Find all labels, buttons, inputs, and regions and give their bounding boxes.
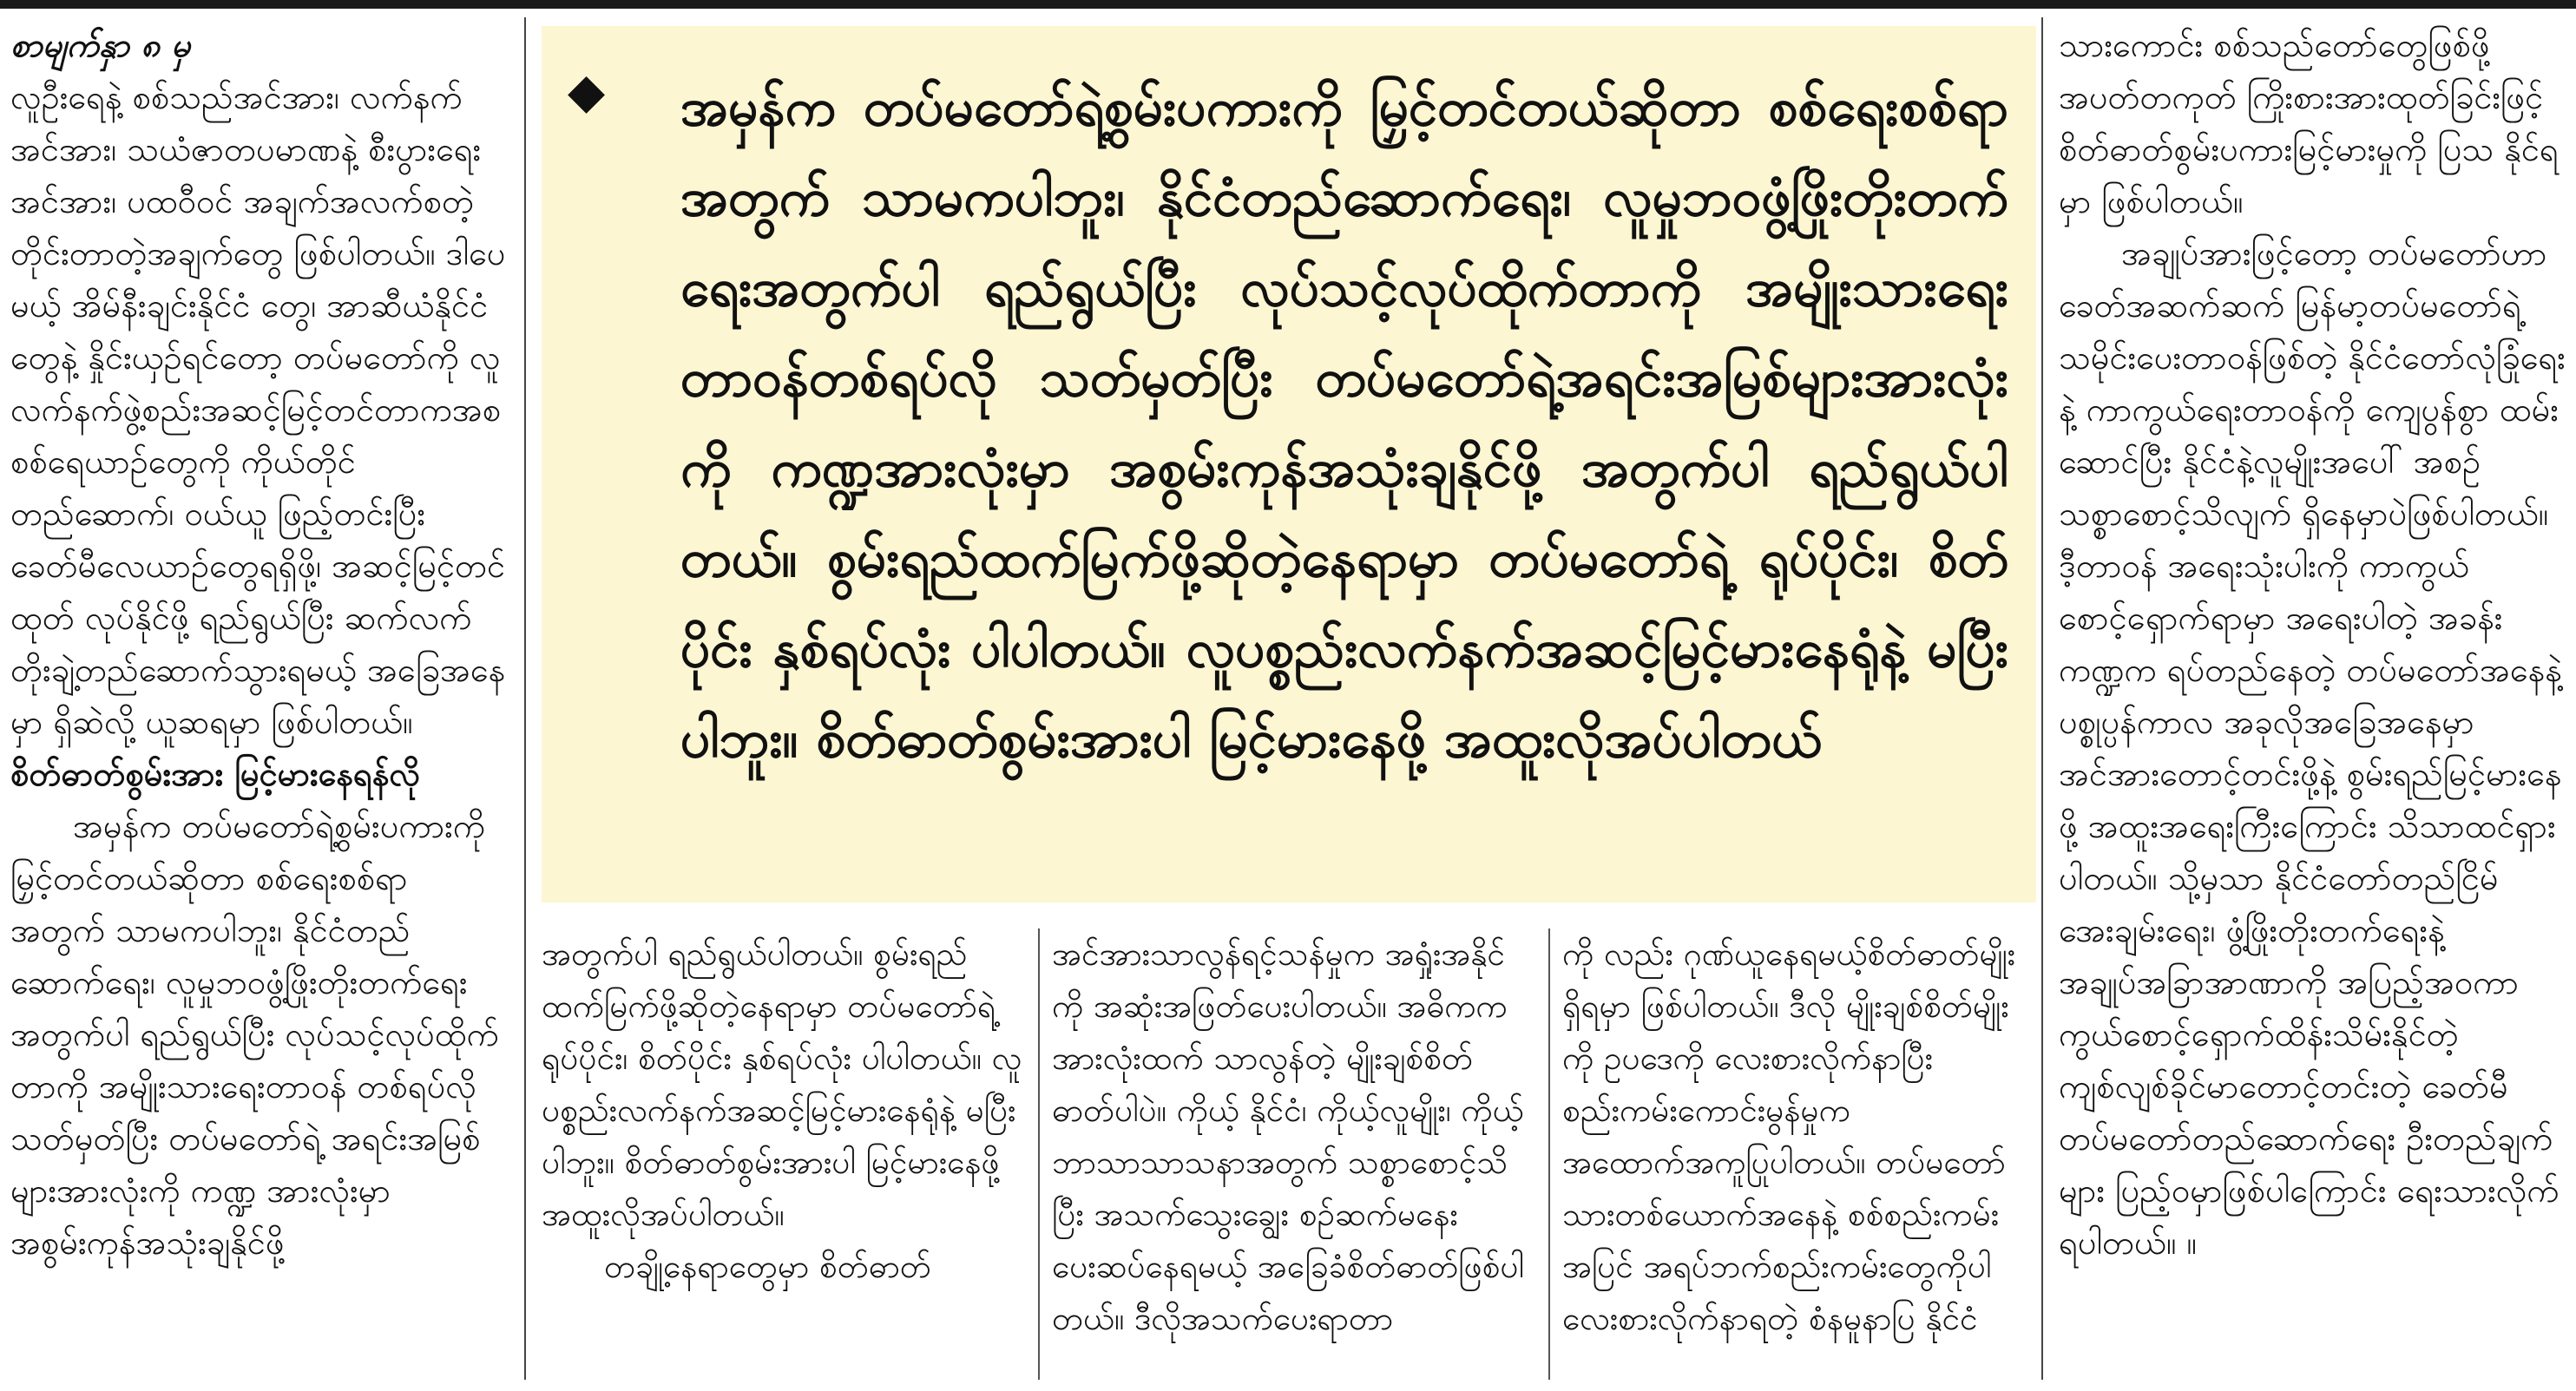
middle-col2-paragraph: အင်အားသာလွန်ရင့်သန်မှုက အရှုံးအနိုင်ကို အဆုံးအဖြတ်ပေးပါတယ်။ အဓိကက အားလုံးထက် သာလွန်တဲ့ မျိုးချစ်စိတ်ဓာတ်ပါပဲ။ ကိုယ့် နိုင်ငံ၊ ကိုယ့်လူမျိုး၊ ကိုယ့်ဘာသာသာသနာအတွက် သစ္စာစောင့်သိပြီး အသက်သွေးချွေး စဉ်ဆက်မနေးပေးဆပ်နေရမယ့် အခြေခံစိတ်ဓာတ်ဖြစ်ပါတယ်။ ဒီလိုအသက်ပေးရာတာ [1052, 935, 1524, 1337]
continued-from-label: စာမျက်နှာ ၈ မှ [10, 26, 191, 64]
column-divider-left [524, 17, 526, 1380]
column-divider [1548, 928, 1550, 1380]
middle-col1-paragraph-1: အတွက်ပါ ရည်ရွယ်ပါတယ်။ စွမ်းရည်ထက်မြက်ဖို့ဆိုတဲ့နေရာမှာ တပ်မတော်ရဲ့ရုပ်ပိုင်း၊ စိတ်ပိုင်း နှစ်ရပ်လုံး ပါပါတယ်။ လူ ပစ္စည်းလက်နက်အဆင့်မြင့်မားနေရုံနဲ့ မပြီးပါဘူး။ စိတ်ဓာတ်စွမ်းအားပါ မြင့်မားနေဖို့ အထူးလိုအပ်ပါတယ်။ [542, 935, 1022, 1233]
column-divider-right [2041, 17, 2043, 1380]
right-column [2059, 19, 2567, 1381]
left-paragraph-2: အမှန်က တပ်မတော်ရဲ့စွမ်းပကားကို မြှင့်တင်တယ်ဆိုတာ စစ်ရေးစစ်ရာ အတွက် သာမကပါဘူး၊ နိုင်ငံတည် ဆောက်ရေး၊ လူမှုဘဝဖွံ့ဖြိုးတိုးတက်ရေးအတွက်ပါ ရည်ရွယ်ပြီး လုပ်သင့်လုပ်ထိုက်တာကို အမျိုးသားရေးတာဝန် တစ်ရပ်လို သတ်မှတ်ပြီး တပ်မတော်ရဲ့ အရင်းအမြစ်များအားလုံးကို ကဏ္ဍ အားလုံးမှာ အစွမ်းကုန်အသုံးချနိုင်ဖို့ [10, 807, 499, 1262]
middle-col1-paragraph-2: တချို့နေရာတွေမှာ စိတ်ဓာတ် [604, 1248, 931, 1285]
left-paragraph-1: လူဦးရေနဲ့ စစ်သည်အင်အား၊ လက်နက်အင်အား၊ သယံဇာတပမာဏနဲ့ စီးပွားရေးအင်အား၊ ပထဝီဝင် အချက်အလက်စတဲ့ တိုင်းတာတဲ့အချက်တွေ ဖြစ်ပါတယ်။ ဒါပေမယ့် အိမ်နီးချင်းနိုင်ငံ တွေ၊ အာဆီယံနိုင်ငံတွေနဲ့ နှိုင်းယှဉ်ရင်တော့ တပ်မတော်ကို လူလက်နက်ဖွဲ့စည်းအဆင့်မြင့်တင်တာကအစ စစ်ရေယာဉ်တွေကို ကိုယ်တိုင်တည်ဆောက်၊ ဝယ်ယူ ဖြည့်တင်းပြီး ခေတ်မီလေယာဉ်တွေရရှိဖို့၊ အဆင့်မြင့်တင်ထုတ် လုပ်နိုင်ဖို့ ရည်ရွယ်ပြီး ဆက်လက်တိုးချဲ့တည်ဆောက်သွားရမယ့် အခြေအနေမှာ ရှိဆဲလို့ ယူဆရမှာ ဖြစ်ပါတယ်။ [10, 78, 506, 741]
pull-quote-box [542, 26, 2036, 902]
middle-column-2 [1052, 928, 1534, 1380]
column-divider [1038, 928, 1040, 1380]
right-paragraph-1: သားကောင်း စစ်သည်တော်တွေဖြစ်ဖို့ အပတ်တကုတ် ကြိုးစားအားထုတ်ခြင်းဖြင့် စိတ်ဓာတ်စွမ်းပကားမြင့်မားမှုကို ပြသ နိုင်ရမှာ ဖြစ်ပါတယ်။ [2059, 26, 2559, 220]
subheading: စိတ်ဓာတ်စွမ်းအား မြင့်မားနေရန်လို [10, 755, 421, 793]
middle-col3-paragraph: ကို လည်း ဂုဏ်ယူနေရမယ့်စိတ်ဓာတ်မျိုး ရှိရမှာ ဖြစ်ပါတယ်။ ဒီလို မျိုးချစ်စိတ်မျိုးကို ဥပဒေကို လေးစားလိုက်နာပြီး စည်းကမ်းကောင်းမွန်မှုက အထောက်အကူပြုပါတယ်။ တပ်မတော်သားတစ်ယောက်အနေနဲ့ စစ်စည်းကမ်းအပြင် အရပ်ဘက်စည်းကမ်းတွေကိုပါ လေးစားလိုက်နာရတဲ့ စံနမူနာပြ နိုင်ငံ [1562, 935, 2016, 1337]
diamond-bullet-icon: ◆ [568, 63, 606, 120]
left-column [10, 19, 510, 1381]
right-paragraph-2: အချုပ်အားဖြင့်တော့ တပ်မတော်ဟာ ခေတ်အဆက်ဆက် မြန်မာ့တပ်မတော်ရဲ့ သမိုင်းပေးတာဝန်ဖြစ်တဲ့ နိုင်ငံတော်လုံခြုံရေးနဲ့ ကာကွယ်ရေးတာဝန်ကို ကျေပွန်စွာ ထမ်းဆောင်ပြီး နိုင်ငံနဲ့လူမျိုးအပေါ် အစဉ်သစ္စာစောင့်သိလျက် ရှိနေမှာပဲဖြစ်ပါတယ်။ ဒီ့တာဝန် အရေးသုံးပါးကို ကာကွယ်စောင့်ရှောက်ရာမှာ အရေးပါတဲ့ အခန်းကဏ္ဍက ရပ်တည်နေတဲ့ တပ်မတော်အနေနဲ့ ပစ္စုပ္ပန်ကာလ အခုလိုအခြေအနေမှာ အင်အားတောင့်တင်းဖို့နဲ့ စွမ်းရည်မြင့်မားနေဖို့ အထူးအရေးကြီးကြောင်း သိသာထင်ရှားပါတယ်။ သို့မှသာ နိုင်ငံတော်တည်ငြိမ်အေးချမ်းရေး၊ ဖွံ့ဖြိုးတိုးတက်ရေးနဲ့ အချုပ်အခြာအာဏာကို အပြည့်အဝကာကွယ်စောင့်ရှောက်ထိန်းသိမ်းနိုင်တဲ့ ကျစ်လျစ်ခိုင်မာတောင့်တင်းတဲ့ ခေတ်မီ တပ်မတော်တည်ဆောက်ရေး ဦးတည်ချက်များ ပြည့်ဝမှာဖြစ်ပါကြောင်း ရေးသားလိုက်ရပါတယ်။ ။ [2059, 234, 2566, 1262]
top-border-rule [0, 0, 2576, 9]
middle-column-1 [542, 928, 1024, 1380]
pull-quote-text: အမှန်က တပ်မတော်ရဲ့စွမ်းပကားကို မြှင့်တင်တယ်ဆိုတာ စစ်ရေးစစ်ရာအတွက် သာမကပါဘူး၊ နိုင်ငံတည်ဆောက်ရေး၊ လူမှုဘဝဖွံ့ဖြိုးတိုးတက်ရေးအတွက်ပါ ရည်ရွယ်ပြီး လုပ်သင့်လုပ်ထိုက်တာကို အမျိုးသားရေးတာဝန်တစ်ရပ်လို သတ်မှတ်ပြီး တပ်မတော်ရဲ့အရင်းအမြစ်များအားလုံးကို ကဏ္ဍအားလုံးမှာ အစွမ်းကုန်အသုံးချနိုင်ဖို့ အတွက်ပါ ရည်ရွယ်ပါတယ်။ စွမ်းရည်ထက်မြက်ဖို့ဆိုတဲ့နေရာမှာ တပ်မတော်ရဲ့ ရုပ်ပိုင်း၊ စိတ်ပိုင်း နှစ်ရပ်လုံး ပါပါတယ်။ လူပစ္စည်းလက်နက်အဆင့်မြင့်မားနေရုံနဲ့ မပြီးပါဘူး။ စိတ်ဓာတ်စွမ်းအားပါ မြင့်မားနေဖို့ အထူးလိုအပ်ပါတယ် [680, 77, 2008, 770]
middle-column-3 [1562, 928, 2031, 1380]
